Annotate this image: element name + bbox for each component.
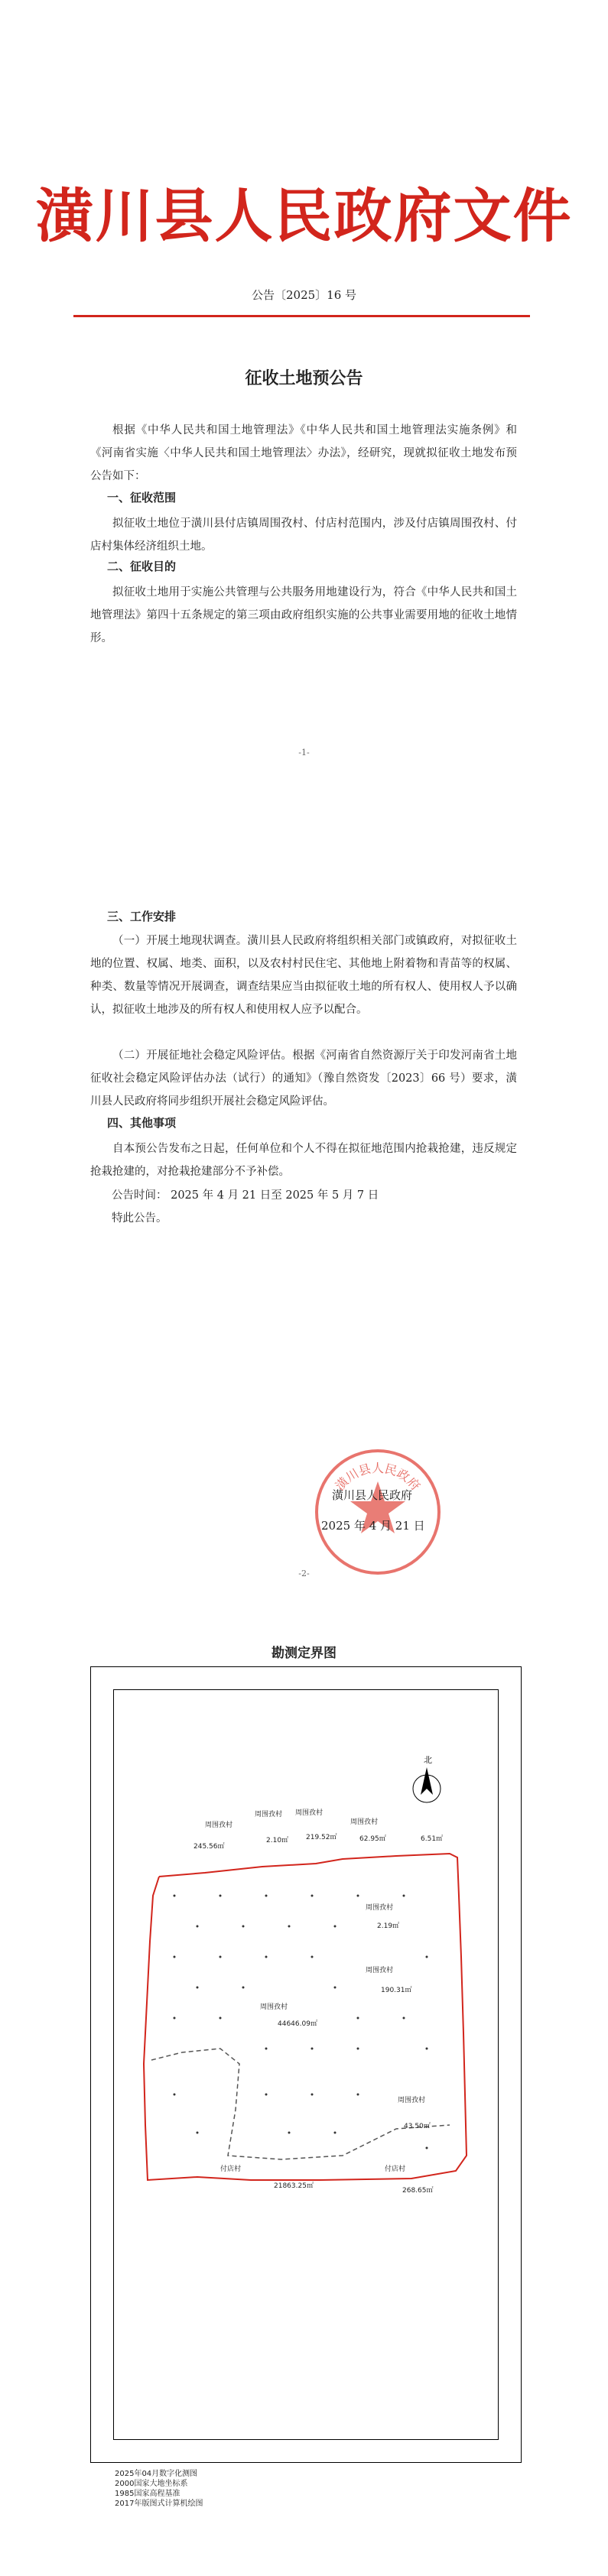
parcel-label: 周围孜村 — [205, 1822, 233, 1829]
parcel-area: 2.10㎡ — [266, 1837, 289, 1844]
section-3-text-2: （二）开展征地社会稳定风险评估。根据《河南省自然资源厅关于印发河南省土地征收社会稳定风险评估办法（试行）的通知》（豫自然资发〔2023〕66 号）要求，潢川县人民政府将同步组织开展社会稳定风险评估。 — [90, 1050, 517, 1108]
section-2-heading: 二、征收目的 — [107, 560, 177, 573]
parcel-label: 周围孜村 — [398, 2097, 426, 2104]
document-header-title: 潢川县人民政府文件 — [35, 182, 573, 250]
document-number: 公告〔2025〕16 号 — [251, 288, 357, 302]
signature-organization: 潢川县人民政府 — [332, 1488, 413, 1502]
parcel-area: 190.31㎡ — [381, 1987, 412, 1994]
parcel-area: 268.65㎡ — [402, 2187, 434, 2195]
page-2 — [0, 787, 608, 1605]
parcel-area: 21863.25㎡ — [274, 2182, 314, 2190]
legend-line: 2025年04月数字化测图 — [115, 2470, 198, 2478]
north-arrow-icon — [413, 1767, 441, 1802]
closing-phrase: 特此公告。 — [112, 1212, 167, 1225]
parcel-area: 219.52㎡ — [306, 1834, 337, 1841]
parcel-area: 44646.09㎡ — [278, 2020, 317, 2028]
section-3-text-1: （一）开展土地现状调查。潢川县人民政府将组织相关部门或镇政府，对拟征收土地的位置、权属、地类、面积，以及农村村民住宅、其他地上附着物和青苗等的权属、种类、数量等情况开展调查，调查结果应当由拟征收土地的所有权人、使用权人予以确认，拟征收土地涉及的所有权人和使用权人应予以配合。 — [90, 935, 517, 1016]
intro-paragraph: 根据《中华人民共和国土地管理法》《中华人民共和国土地管理法实施条例》和《河南省实施〈中华人民共和国土地管理法〉办法》，经研究，现就拟征收土地发布预公告如下： — [90, 424, 517, 482]
page-1 — [0, 0, 608, 787]
parcel-area: 62.95㎡ — [359, 1835, 386, 1843]
survey-map — [90, 1666, 520, 2461]
section-4-heading: 四、其他事项 — [107, 1116, 177, 1130]
legend-line: 2000国家大地坐标系 — [115, 2480, 188, 2488]
parcel-label: 周围孜村 — [350, 1818, 379, 1826]
section-3-heading: 三、工作安排 — [107, 910, 177, 923]
parcel-label: 周围孜村 — [260, 2003, 288, 2011]
parcel-area: 245.56㎡ — [193, 1843, 225, 1851]
land-boundary — [144, 1854, 467, 2180]
section-1-heading: 一、征收范围 — [107, 491, 177, 504]
signature-date: 2025 年 4 月 21 日 — [321, 1519, 425, 1533]
page-number: -2- — [298, 1569, 310, 1578]
section-1-text: 拟征收土地位于潢川县付店镇周围孜村、付店村范围内，涉及付店镇周围孜村、付店村集体经济组织土地。 — [90, 517, 517, 553]
parcel-label: 周围孜村 — [255, 1811, 283, 1818]
government-seal-icon — [312, 1446, 444, 1578]
map-legend — [115, 2469, 203, 2509]
parcel-label: 周围孜村 — [366, 1967, 394, 1974]
legend-line: 1985国家高程基准 — [115, 2490, 180, 2498]
section-2-text: 拟征收土地用于实施公共管理与公共服务用地建设行为，符合《中华人民共和国土地管理法》第四十五条规定的第三项由政府组织实施的公共事业需要用地的征收土地情形。 — [90, 586, 517, 644]
notice-title: 征收土地预公告 — [245, 368, 363, 388]
notice-period: 公告时间： 2025 年 4 月 21 日至 2025 年 5 月 7 日 — [112, 1189, 379, 1202]
parcel-label: 付店村 — [220, 2166, 242, 2173]
parcel-label: 付店村 — [385, 2166, 406, 2173]
seal-text: 潢川县人民政府 — [332, 1461, 424, 1494]
page-number: -1- — [298, 748, 310, 758]
parcel-label: 周围孜村 — [366, 1904, 394, 1912]
parcel-area: 6.51㎡ — [421, 1835, 444, 1843]
legend-line: 2017年版图式计算机绘图 — [115, 2500, 203, 2508]
header-divider — [73, 315, 530, 317]
parcel-area: 2.19㎡ — [377, 1922, 400, 1930]
north-label: 北 — [424, 1755, 432, 1765]
page-3 — [0, 1605, 608, 2576]
parcel-area: 43.50㎡ — [404, 2123, 431, 2130]
parcel-label: 周围孜村 — [295, 1809, 324, 1817]
section-4-text: 自本预公告发布之日起，任何单位和个人不得在拟征地范围内抢栽抢建，违反规定抢栽抢建的，对抢栽抢建部分不予补偿。 — [90, 1143, 517, 1178]
map-title: 勘测定界图 — [271, 1646, 337, 1661]
